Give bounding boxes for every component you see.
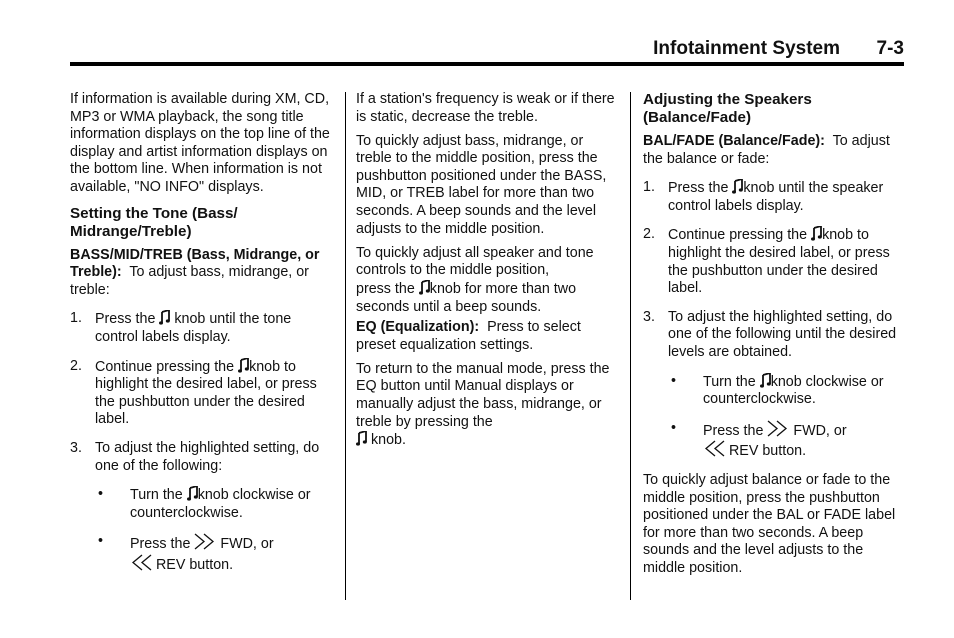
list-item <box>643 179 907 215</box>
music-note-icon <box>811 226 822 241</box>
paragraph-text: press the <box>356 280 415 297</box>
paragraph-text: To return to the manual mode, press the EQ button until Manual displays or manually adjust the bass, midrange, or treble by pressing the <box>356 360 610 430</box>
list-item <box>70 310 338 346</box>
list-item <box>643 309 907 362</box>
list-item <box>643 226 907 297</box>
step-text: Press the <box>95 311 156 328</box>
bullet-text: REV button. <box>728 443 807 460</box>
paragraph-text: knob for more than two seconds until a beep sounds. <box>356 280 577 315</box>
step-number: 3. <box>643 308 655 325</box>
column-divider <box>345 92 346 600</box>
list-item <box>70 358 338 429</box>
bullet-text: FWD, or <box>220 536 274 553</box>
step-text: knob until the tone control labels display. <box>95 311 292 345</box>
tone-definition <box>70 247 338 300</box>
step-number: 1. <box>70 310 82 327</box>
page-number: 7-3 <box>876 38 904 59</box>
step-text: knob to highlight the desired label, or press the pushbutton under the desired label. <box>668 227 890 297</box>
bullet-dot: • <box>671 372 677 389</box>
step-number: 3. <box>70 439 82 456</box>
fast-forward-icon <box>767 420 789 437</box>
step-text: Continue pressing the <box>668 227 808 244</box>
step-text: To adjust the highlighted setting, do one of the following: <box>95 439 320 474</box>
page-header <box>70 38 904 64</box>
step-text: Continue pressing the <box>95 358 235 375</box>
paragraph-text: knob. <box>370 432 406 449</box>
bullet-dot: • <box>671 419 677 436</box>
balance-definition <box>643 133 907 168</box>
bullet-dot: • <box>98 486 104 503</box>
music-note-icon <box>238 358 249 373</box>
bullet-text: Press the <box>703 422 764 439</box>
music-note-icon <box>419 280 430 295</box>
eq-definition <box>356 319 621 354</box>
bullet-text: Press the <box>130 536 191 553</box>
bullet-text: Turn the <box>130 487 183 504</box>
column-divider <box>630 92 631 600</box>
section-title: Infotainment System <box>653 38 840 59</box>
header-rule <box>70 62 904 66</box>
column-right <box>643 91 907 584</box>
step-number: 2. <box>70 357 82 374</box>
music-note-icon <box>760 373 771 388</box>
list-item <box>70 440 338 475</box>
music-note-icon <box>732 179 743 194</box>
eq-term: EQ (Equalization): <box>356 319 480 336</box>
bullet-dot: • <box>98 533 104 550</box>
bullet-text: knob clockwise or counterclockwise. <box>130 487 311 521</box>
bullet-text: REV button. <box>155 556 234 573</box>
step-number: 2. <box>643 226 655 243</box>
list-item <box>70 486 338 522</box>
step-text: To adjust the highlighted setting, do one of the following until the desired levels are obtained. <box>668 308 897 360</box>
speakers-heading: Adjusting the Speakers (Balance/Fade) <box>643 91 812 126</box>
rewind-icon <box>130 554 152 571</box>
paragraph: To quickly adjust bass, midrange, or treble to the middle position, press the pushbutton positioned under the BASS, MID, or TREB label for more than two seconds. A beep sounds and the level adjusts to the middle position. <box>356 132 607 237</box>
list-item <box>70 533 338 574</box>
step-text: knob to highlight the desired label, or press the pushbutton under the desired label. <box>95 358 317 428</box>
tone-term: BASS/MID/TREB (Bass, Midrange, or Treble): <box>70 246 320 281</box>
rewind-icon <box>703 440 725 457</box>
paragraph <box>356 361 621 450</box>
step-text: Press the <box>668 180 729 197</box>
paragraph: If a station's frequency is weak or if there is static, decrease the treble. <box>356 91 615 125</box>
tone-heading: Setting the Tone (Bass/ Midrange/Treble) <box>70 204 238 240</box>
bullet-text: knob clockwise or counterclockwise. <box>703 373 884 408</box>
bullet-text: FWD, or <box>793 422 847 439</box>
column-left <box>70 91 338 580</box>
paragraph <box>356 245 621 316</box>
music-note-icon <box>159 310 170 325</box>
paragraph: To quickly adjust balance or fade to the middle position, press the pushbutton positioned under the BAL or FADE label for more than two seconds. A beep sounds and the level adjusts to the middle position. <box>643 471 896 576</box>
music-note-icon <box>356 431 367 446</box>
step-text: knob until the speaker control labels display. <box>668 180 884 214</box>
balance-def-text: To adjust the balance or fade: <box>643 133 890 167</box>
column-middle <box>356 91 621 456</box>
tone-def-text: To adjust bass, midrange, or treble: <box>70 264 309 298</box>
list-item <box>643 373 907 409</box>
intro-paragraph: If information is available during XM, CD, MP3 or WMA playback, the song title information displays on the top line of the display and artist information displays on the bottom line. When information is not available, "NO INFO" displays. <box>70 91 330 195</box>
fast-forward-icon <box>194 533 216 550</box>
balance-term: BAL/FADE (Balance/Fade): <box>643 133 825 149</box>
eq-def-text: Press to select preset equalization settings. <box>356 319 581 353</box>
list-item <box>643 420 907 461</box>
bullet-text: Turn the <box>703 373 756 390</box>
paragraph-text: To quickly adjust all speaker and tone controls to the middle position, <box>356 244 594 279</box>
music-note-icon <box>187 486 198 501</box>
step-number: 1. <box>643 179 655 196</box>
